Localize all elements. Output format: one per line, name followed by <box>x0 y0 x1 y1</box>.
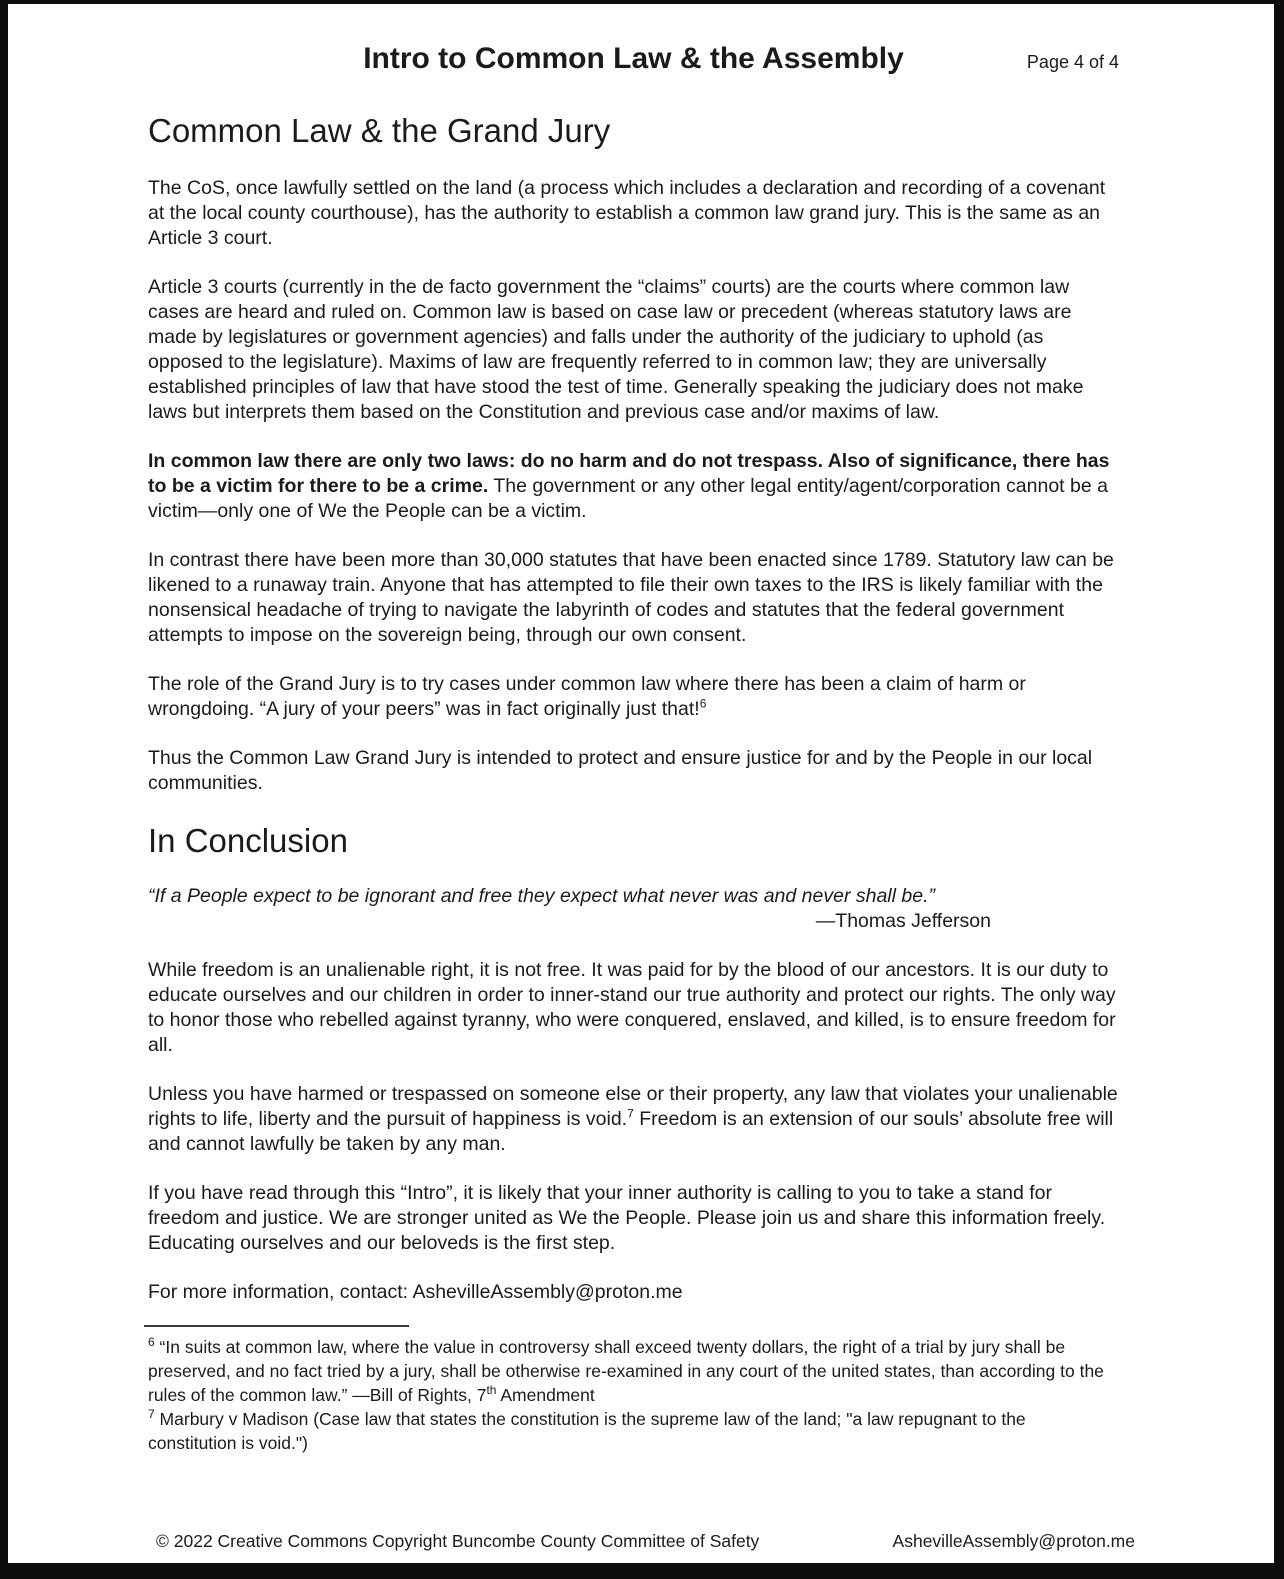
footnote-6-marker: 6 <box>148 1335 155 1350</box>
document-page <box>8 4 1274 1563</box>
para-law-void-part1: Unless you have harmed or trespassed on someone else or their property, any law that violates your unalienable rights to life, liberty and the pursuit of happiness is void. <box>148 1083 1118 1130</box>
para-law-void <box>148 1082 1119 1157</box>
page-content <box>8 4 1274 1455</box>
footnote-ref-7: 7 <box>627 1106 634 1121</box>
footnote-7-marker: 7 <box>148 1407 155 1422</box>
document-footer <box>156 1530 1135 1552</box>
footnotes-section <box>148 1335 1119 1455</box>
footnote-6-text: “In suits at common law, where the value in controversy shall exceed twenty dollars, the right of a trial by jury shall be preserved, and no fact tried by a jury, shall be otherwise re-examined in any court of the united states, than according to the rules of the common law.” —Bill of Rights, 7 <box>148 1337 1104 1405</box>
para-law-void-part2: Freedom is an extension of our souls’ absolute free will and cannot lawfully be taken by any man. <box>148 1108 1114 1155</box>
page-number: Page 4 of 4 <box>1026 52 1119 72</box>
heading-conclusion: In Conclusion <box>148 822 348 859</box>
footnote-6-tail: Amendment <box>496 1385 595 1405</box>
para-protect-justice: Thus the Common Law Grand Jury is intended to protect and ensure justice for and by the People in our local communities. <box>148 747 1093 794</box>
para-grand-jury-role <box>148 672 1119 722</box>
para-two-laws <box>148 449 1119 524</box>
heading-grand-jury: Common Law & the Grand Jury <box>148 112 611 149</box>
document-header <box>148 42 1119 76</box>
jefferson-quote: “If a People expect to be ignorant and free they expect what never was and never shall be.” <box>148 885 935 907</box>
footnote-6-ordinal: th <box>486 1383 497 1398</box>
para-statutes: In contrast there have been more than 30,000 statutes that have been enacted since 1789. Statutory law can be likened to a runaway train. Anyone that has attempted to file their own taxes to the IRS is likely familiar with the nonsensical headache of trying to navigate the labyrinth of codes and statutes that the federal government attempts to impose on the sovereign being, through our own consent. <box>148 549 1114 646</box>
footnote-ref-6: 6 <box>699 696 707 711</box>
footer-copyright: © 2022 Creative Commons Copyright Buncombe County Committee of Safety <box>156 1531 760 1551</box>
footer-email: AshevilleAssembly@proton.me <box>892 1531 1135 1551</box>
para-cos-authority: The CoS, once lawfully settled on the land (a process which includes a declaration and recording of a covenant at the local county courthouse), has the authority to establish a common law grand jury. This is the same as an Article 3 court. <box>148 177 1106 249</box>
para-two-laws-rest: The government or any other legal entity/agent/corporation cannot be a victim—only one of We the People can be a victim. <box>148 475 1108 522</box>
footnote-separator <box>144 1325 409 1327</box>
para-freedom-not-free: While freedom is an unalienable right, it is not free. It was paid for by the blood of our ancestors. It is our duty to educate ourselves and our children in order to inner-stand our true authority and protect our rights. The only way to honor those who rebelled against tyranny, who were conquered, enslaved, and killed, is to ensure freedom for all. <box>148 959 1116 1056</box>
footnote-6 <box>148 1335 1119 1407</box>
contact-line: For more information, contact: AshevilleAssembly@proton.me <box>148 1281 683 1303</box>
footnote-7-text: Marbury v Madison (Case law that states the constitution is the supreme law of the land; "a law repugnant to the constitution is void.") <box>148 1409 1026 1453</box>
para-call-to-action: If you have read through this “Intro”, it is likely that your inner authority is calling to you to take a stand for freedom and justice. We are stronger united as We the People. Please join us and share this information freely. Educating ourselves and our beloveds is the first step. <box>148 1182 1106 1254</box>
para-grand-jury-role-text: The role of the Grand Jury is to try cases under common law where there has been a claim of harm or wrongdoing. “A jury of your peers” was in fact originally just that! <box>148 673 1026 720</box>
para-article3-courts: Article 3 courts (currently in the de facto government the “claims” courts) are the courts where common law cases are heard and ruled on. Common law is based on case law or precedent (whereas statutory laws are made by legislatures or government agencies) and falls under the authority of the judiciary to uphold (as opposed to the legislature). Maxims of law are frequently referred to in common law; they are universally established principles of law that have stood the test of time. Generally speaking the judiciary does not make laws but interprets them based on the Constitution and previous case and/or maxims of law. <box>148 276 1084 423</box>
document-title: Intro to Common Law & the Assembly <box>363 42 904 75</box>
footnote-7 <box>148 1407 1119 1455</box>
para-two-laws-bold: In common law there are only two laws: do no harm and do not trespass. Also of significance, there has to be a victim for there to be a crime. <box>148 450 1110 497</box>
quote-attribution: —Thomas Jefferson <box>815 910 991 932</box>
